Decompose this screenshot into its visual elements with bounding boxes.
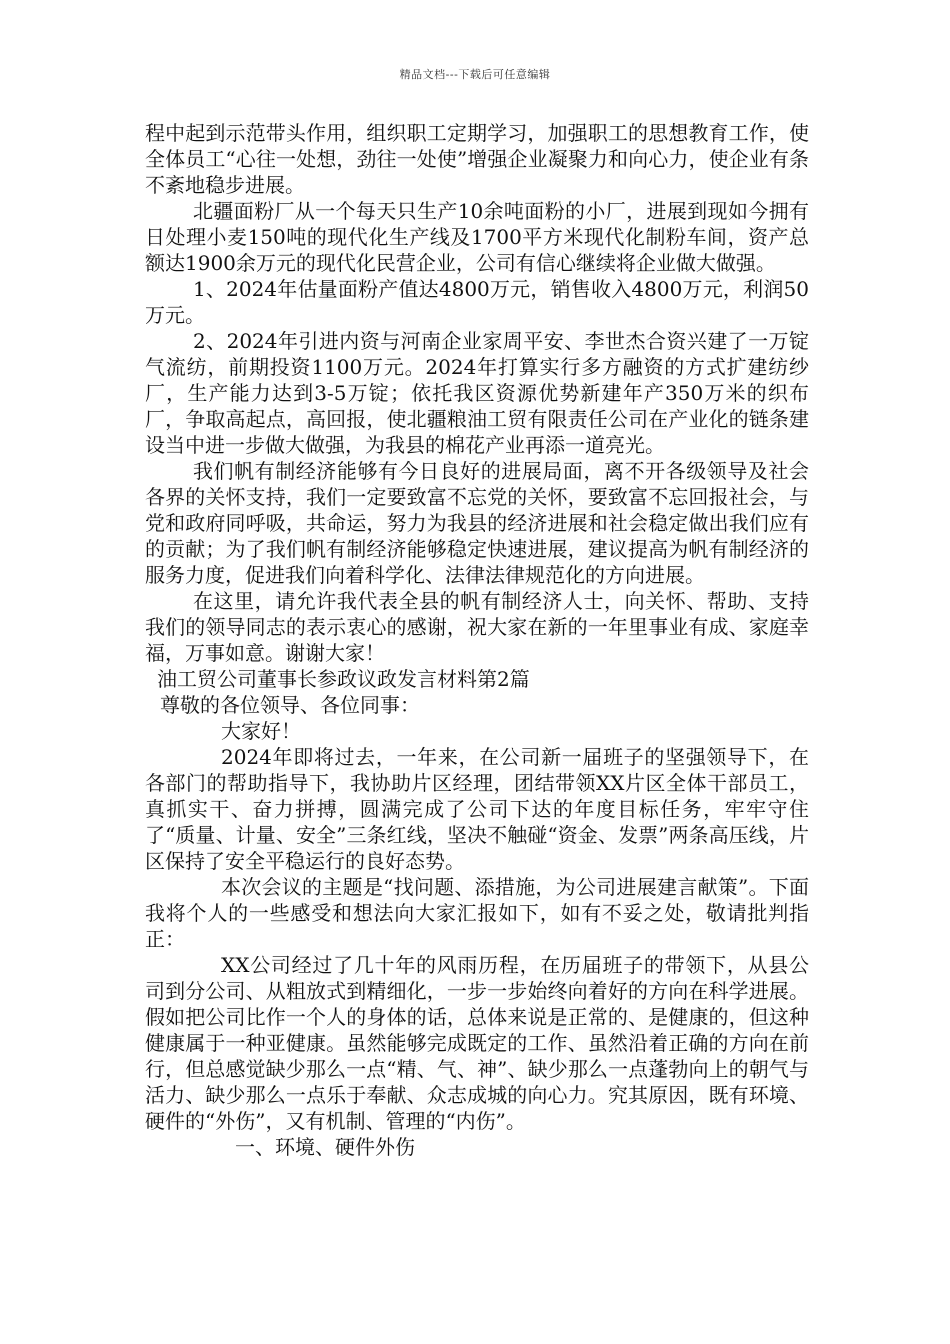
section-title: 油工贸公司董事长参政议政发言材料第2篇 — [157, 667, 530, 691]
salutation: 尊敬的各位领导、各位同事： — [160, 693, 420, 717]
section-heading: 一、环境、硬件外伤 — [235, 1135, 415, 1159]
document-body — [145, 120, 809, 1160]
page-header: 精品文档---下载后可任意编辑 — [399, 68, 551, 81]
paragraph: 2、2024年引进内资与河南企业家周平安、李世杰合资兴建了一万锭气流纺，前期投资1100万元。2024年打算实行多方融资的方式扩建纺纱厂，生产能力达到3-5万锭；依托我区资源优势新建年产350万米的织布厂，争取高起点，高回报，使北疆粮油工贸有限责任公司在产业化的链条建设当中进一步做大做强，为我县的棉花产业再添一道亮光。 — [145, 329, 809, 457]
paragraph: 北疆面粉厂从一个每天只生产10余吨面粉的小厂，进展到现如今拥有日处理小麦150吨的现代化生产线及1700平方米现代化制粉车间，资产总额达1900余万元的现代化民营企业，公司有信心继续将企业做大做强。 — [145, 199, 809, 275]
paragraph: 2024年即将过去，一年来，在公司新一届班子的坚强领导下，在各部门的帮助指导下，我协助片区经理，团结带领XX片区全体干部员工，真抓实干、奋力拼搏，圆满完成了公司下达的年度目标任务，牢牢守住了“质量、计量、安全”三条红线，坚决不触碰“资金、发票”两条高压线，片区保持了安全平稳运行的良好态势。 — [145, 745, 809, 873]
paragraph: 我们帆有制经济能够有今日良好的进展局面，离不开各级领导及社会各界的关怀支持，我们一定要致富不忘党的关怀，要致富不忘回报社会，与党和政府同呼吸，共命运，努力为我县的经济进展和社会稳定做出我们应有的贡献；为了我们帆有制经济能够稳定快速进展，建议提高为帆有制经济的服务力度，促进我们向着科学化、法律法律规范化的方向进展。 — [145, 459, 809, 587]
paragraph: XX公司经过了几十年的风雨历程，在历届班子的带领下，从县公司到分公司、从粗放式到精细化，一步一步始终向着好的方向在科学进展。假如把公司比作一个人的身体的话，总体来说是正常的、是健康的，但这种健康属于一种亚健康。虽然能够完成既定的工作、虽然沿着正确的方向在前行，但总感觉缺少那么一点“精、气、神”、缺少那么一点蓬勃向上的朝气与活力、缺少那么一点乐于奉献、众志成城的向心力。究其原因，既有环境、硬件的“外伤”，又有机制、管理的“内伤”。 — [145, 953, 809, 1133]
paragraph: 1、2024年估量面粉产值达4800万元，销售收入4800万元，利润50万元。 — [145, 277, 809, 327]
paragraph: 程中起到示范带头作用，组织职工定期学习，加强职工的思想教育工作，使全体员工“心往一处想，劲往一处使”增强企业凝聚力和向心力，使企业有条不紊地稳步进展。 — [145, 121, 809, 197]
paragraph: 在这里，请允许我代表全县的帆有制经济人士，向关怀、帮助、支持我们的领导同志的表示衷心的感谢，祝大家在新的一年里事业有成、家庭幸福，万事如意。谢谢大家！ — [145, 589, 809, 665]
paragraph: 本次会议的主题是“找问题、添措施，为公司进展建言献策”。下面我将个人的一些感受和想法向大家汇报如下，如有不妥之处，敬请批判指正： — [145, 875, 809, 951]
greeting: 大家好！ — [221, 719, 301, 743]
